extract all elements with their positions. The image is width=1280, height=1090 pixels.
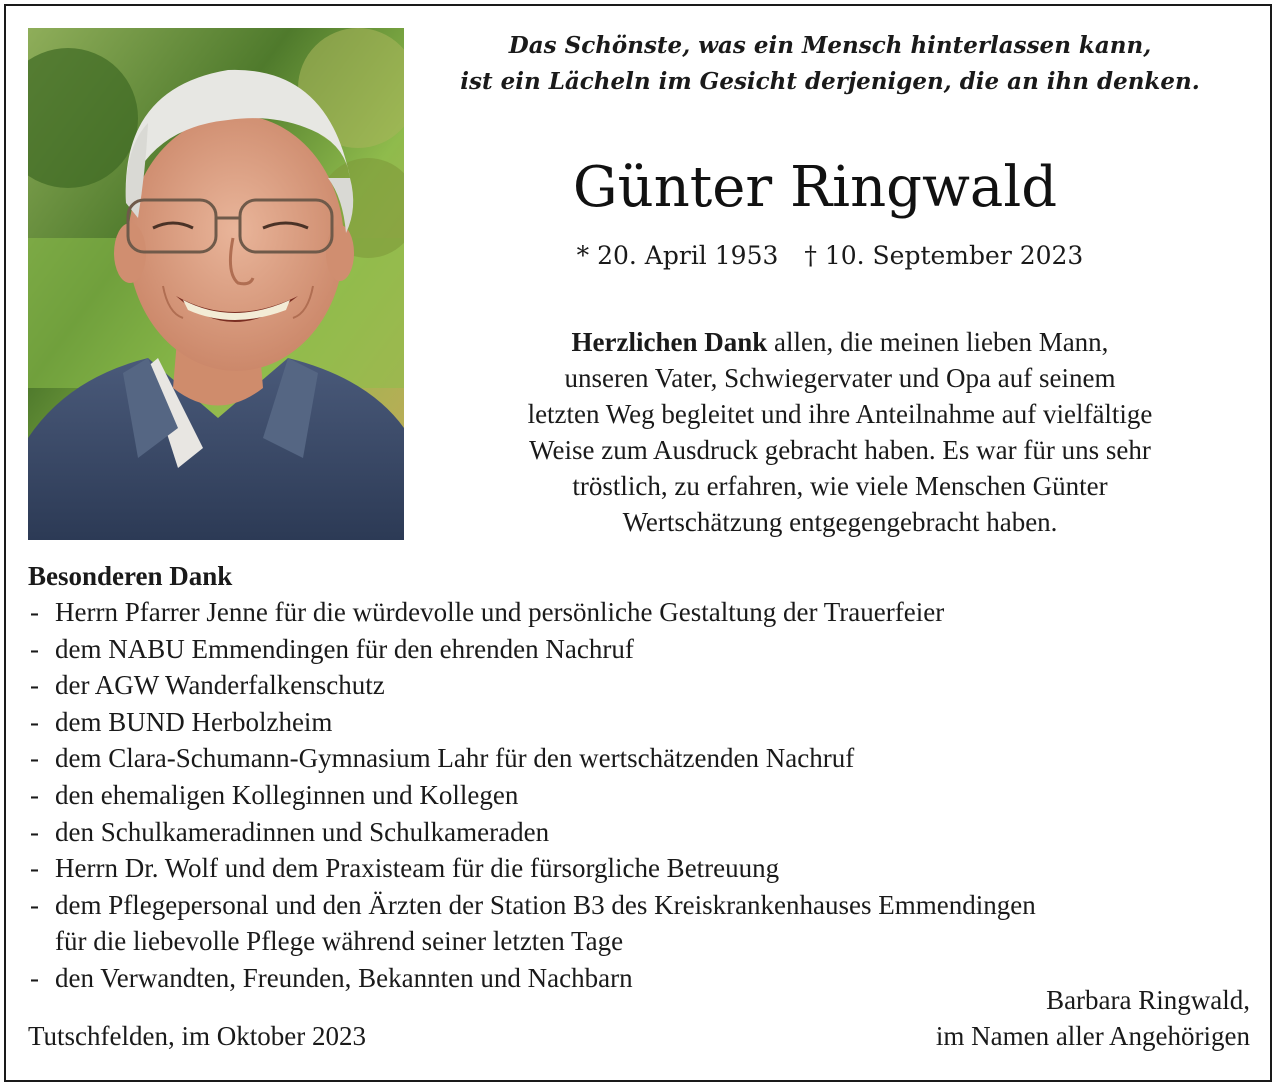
- signature-note: im Namen aller Angehörigen: [935, 1021, 1250, 1051]
- thanks-line-3: letzten Weg begleitet und ihre Anteilnahme auf vielfältige: [527, 399, 1153, 429]
- list-item-text: den Schulkameradinnen und Schulkameraden: [55, 816, 550, 847]
- list-dash: -: [30, 706, 39, 737]
- list-item-text: Herrn Pfarrer Jenne für die würdevolle und persönliche Gestaltung der Trauerfeier: [55, 597, 945, 627]
- thanks-line-1: allen, die meinen lieben Mann,: [767, 327, 1109, 357]
- list-item-text: dem Clara-Schumann-Gymnasium Lahr für den wertschätzenden Nachruf: [55, 743, 855, 774]
- list-item-text: dem NABU Emmendingen für den ehrenden Nachruf: [55, 633, 634, 664]
- thanks-lead: Herzlichen Dank: [571, 327, 768, 357]
- list-item: [28, 887, 1258, 960]
- list-dash: -: [30, 816, 39, 847]
- list-item: [28, 740, 1258, 777]
- quote-line-2: ist ein Lächeln im Gesicht derjenigen, die an ihn denken.: [460, 68, 1200, 95]
- life-dates: [420, 238, 1240, 274]
- list-item: [28, 777, 1258, 814]
- list-item-text: dem Pflegepersonal und den Ärzten der Station B3 des Kreiskrankenhauses Emmendingen: [55, 889, 1036, 920]
- list-dash: -: [30, 670, 39, 701]
- memorial-quote: [420, 28, 1240, 100]
- signature: [936, 982, 1250, 1054]
- thanks-line-4: Weise zum Ausdruck gebracht haben. Es war für uns sehr: [529, 435, 1151, 465]
- thanks-line-5: tröstlich, zu erfahren, wie viele Menschen Günter: [572, 471, 1108, 501]
- list-item-text: den ehemaligen Kolleginnen und Kollegen: [55, 779, 519, 810]
- signature-name: Barbara Ringwald,: [1046, 985, 1250, 1015]
- list-item-text: dem BUND Herbolzheim: [55, 706, 333, 737]
- list-dash: -: [30, 633, 39, 664]
- portrait-photo: [28, 28, 404, 540]
- list-item: [28, 704, 1258, 741]
- list-item-text: der AGW Wanderfalkenschutz: [55, 670, 385, 701]
- list-dash: -: [30, 889, 39, 920]
- special-thanks-title: Besonderen Dank: [28, 561, 233, 591]
- place-and-date: Tutschfelden, im Oktober 2023: [28, 1021, 366, 1051]
- thanks-line-2: unseren Vater, Schwiegervater und Opa auf seinem: [564, 363, 1116, 393]
- special-thanks-list: [28, 594, 1258, 997]
- list-item: [28, 631, 1258, 668]
- thanks-line-6: Wertschätzung entgegengebracht haben.: [622, 507, 1058, 537]
- list-dash: -: [30, 853, 39, 884]
- list-item-text: Herrn Dr. Wolf und dem Praxisteam für die fürsorgliche Betreuung: [55, 853, 780, 884]
- list-item: [28, 850, 1258, 887]
- list-item-text: den Verwandten, Freunden, Bekannten und Nachbarn: [55, 962, 633, 993]
- list-item: [28, 594, 1258, 631]
- list-item: [28, 814, 1258, 851]
- list-dash: -: [30, 743, 39, 774]
- thanks-paragraph: [420, 324, 1260, 540]
- deceased-name: Günter Ringwald: [572, 155, 1058, 220]
- death-date: † 10. September 2023: [804, 241, 1084, 270]
- list-item: [28, 667, 1258, 704]
- list-dash: -: [30, 779, 39, 810]
- list-dash: -: [30, 962, 39, 993]
- quote-line-1: Das Schönste, was ein Mensch hinterlassen kann,: [508, 32, 1152, 59]
- list-dash: -: [30, 597, 39, 627]
- birth-date: * 20. April 1953: [576, 241, 779, 270]
- list-item-continuation: für die liebevolle Pflege während seiner letzten Tage: [55, 926, 624, 957]
